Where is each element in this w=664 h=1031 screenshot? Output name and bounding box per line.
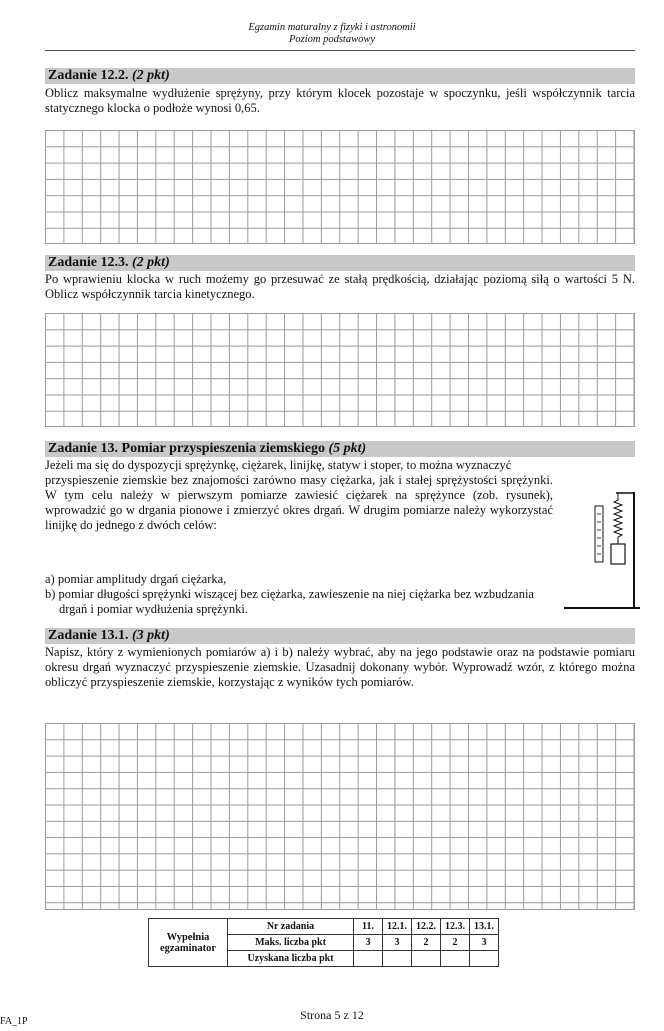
task-12-2-points: (2 pkt) (132, 68, 170, 83)
score-task-number: 13.1. (470, 919, 499, 935)
task-13-title: Zadanie 13. Pomiar przyspieszenia ziemskiego (48, 441, 325, 456)
answer-grid-12-2[interactable] (45, 130, 635, 244)
task-12-3-points: (2 pkt) (132, 255, 170, 270)
score-max-points: 3 (354, 935, 383, 951)
spring-stand-figure (560, 488, 640, 614)
task-13-intro-first: Jeżeli ma się do dyspozycji sprężynkę, ciężarek, linijkę, statyw i stoper, to można wyznaczyć (45, 458, 512, 472)
score-obtained-cell[interactable] (412, 951, 441, 967)
task-12-2-title: Zadanie 12.2. (48, 68, 129, 83)
task-12-3-text: Po wprawieniu klocka w ruch możemy go przesuwać ze stałą prędkością, działając poziomą siłą o wartości 5 N. Oblicz współczynnik tarcia kinetycznego. (45, 272, 635, 301)
task-12-2-text: Oblicz maksymalne wydłużenie sprężyny, przy którym klocek pozostaje w spoczynku, jeśli współczynnik tarcia statycznego klocka o podłoże wynosi 0,65. (45, 86, 635, 115)
task-13-1-title: Zadanie 13.1. (48, 628, 129, 643)
header-level: Poziom podstawowy (288, 34, 376, 45)
score-max-points: 3 (383, 935, 412, 951)
task-12-2-heading (45, 68, 635, 84)
score-task-number: 11. (354, 919, 383, 935)
score-row-task-label: Nr zadania (228, 919, 354, 935)
page-number: Strona 5 z 12 (300, 1008, 364, 1022)
task-13-option-b: b) pomiar długości sprężynki wiszącej bez ciężarka, zawieszenie na niej ciężarka bez wzbudzania drgań i pomiar wydłużenia sprężynki. (45, 587, 534, 616)
score-obtained-cell[interactable] (441, 951, 470, 967)
score-max-points: 3 (470, 935, 499, 951)
score-row-obtained-label: Uzyskana liczba pkt (228, 951, 354, 967)
score-table-filler-label: Wypełnia egzaminator (149, 919, 228, 967)
score-obtained-cell[interactable] (354, 951, 383, 967)
task-12-3-title: Zadanie 12.3. (48, 255, 129, 270)
score-table (148, 918, 499, 967)
header-rule (45, 50, 635, 51)
score-max-points: 2 (441, 935, 470, 951)
task-13-option-a: a) pomiar amplitudy drgań ciężarka, (45, 572, 227, 586)
score-row-max-label: Maks. liczba pkt (228, 935, 354, 951)
exam-code: FA_1P (0, 1016, 28, 1027)
answer-grid-12-3[interactable] (45, 313, 635, 427)
score-task-number: 12.1. (383, 919, 412, 935)
score-task-number: 12.3. (441, 919, 470, 935)
score-task-number: 12.2. (412, 919, 441, 935)
task-13-1-points: (3 pkt) (132, 628, 170, 643)
header-title: Egzamin maturalny z fizyki i astronomii (248, 22, 416, 33)
task-13-1-text: Napisz, który z wymienionych pomiarów a) i b) należy wybrać, aby na jego podstawie oraz na podstawie pomiaru okresu drgań wyznaczyć przyspieszenie ziemskie. Uzasadnij dokonany wybór. Wyprowadź wzór, z którego można obliczyć przyspieszenie ziemskie, korzystając z wyników tych pomiarów. (45, 645, 635, 689)
task-13-intro-rest: przyspieszenie ziemskie bez znajomości zarówno masy ciężarka, jak i stałej sprężystości sprężynki. W tym celu należy w pierwszym pomiarze zawiesić ciężarek na sprężynce (zob. rysunek), wprowadzić go w drgania pionowe i zmierzyć okres drgań. W drugim pomiarze należy wykorzystać linijkę do jednego z dwóch celów: (45, 473, 553, 532)
score-obtained-cell[interactable] (383, 951, 412, 967)
task-13-heading (45, 441, 635, 457)
score-obtained-cell[interactable] (470, 951, 499, 967)
task-13-points: (5 pkt) (328, 441, 367, 456)
answer-grid-13-1[interactable] (45, 723, 635, 910)
score-max-points: 2 (412, 935, 441, 951)
task-13-1-heading (45, 628, 635, 644)
task-12-3-heading (45, 255, 635, 271)
